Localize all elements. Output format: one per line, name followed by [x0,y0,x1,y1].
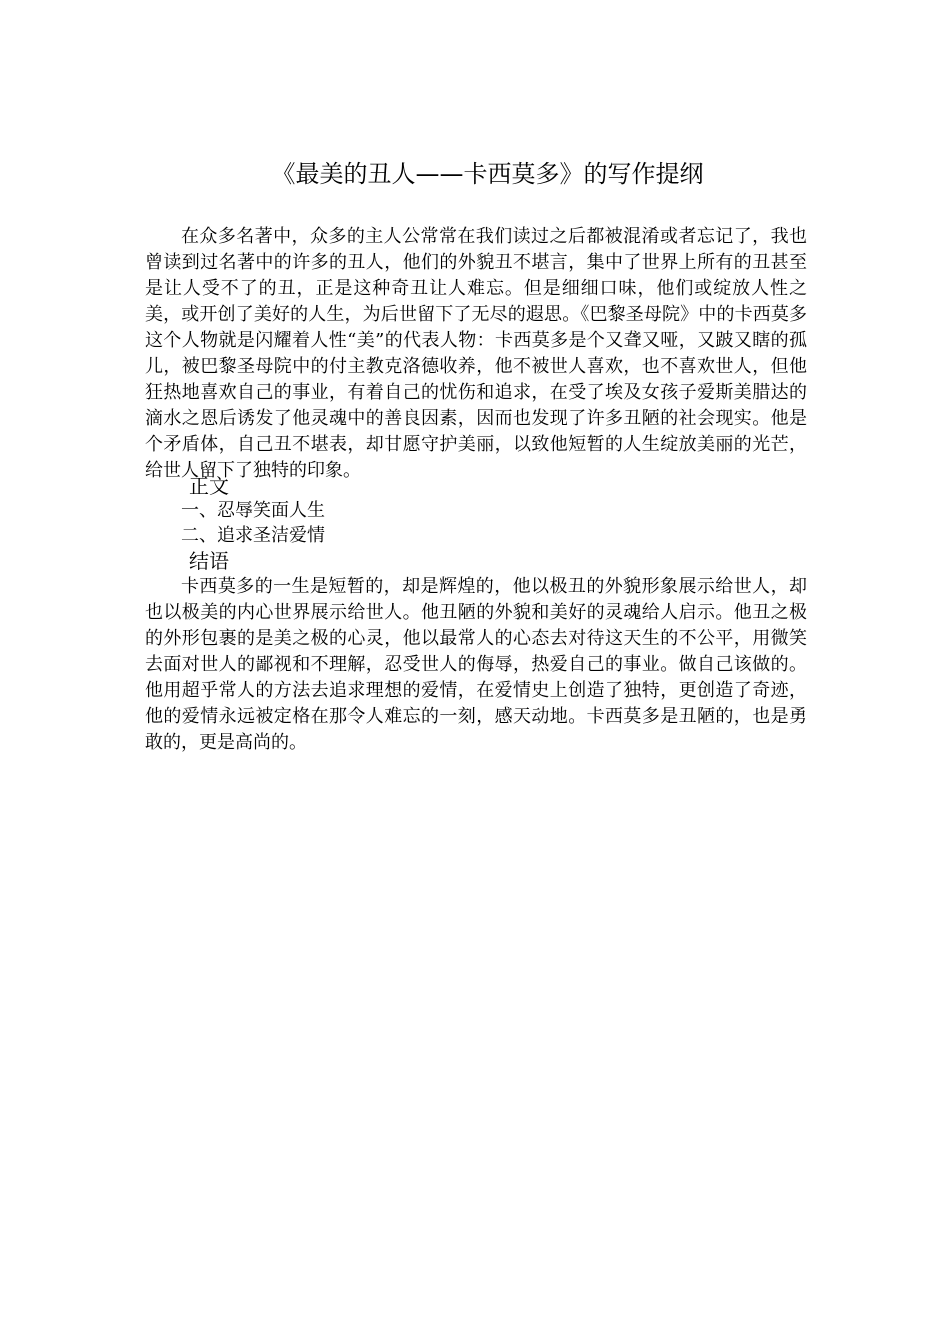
intro-paragraph: 在众多名著中，众多的主人公常常在我们读过之后都被混淆或者忘记了，我也曾读到过名著中的许多的丑人，他们的外貌丑不堪言，集中了世界上所有的丑甚至是让人受不了的丑，正是这种奇丑让人难忘。但是细细口味，他们或绽放人性之美，或开创了美好的人生，为后世留下了无尽的遐思。《巴黎圣母院》中的卡西莫多这个人物就是闪耀着人性“美”的代表人物：卡西莫多是个又聋又哑，又跛又瞎的孤儿，被巴黎圣母院中的付主教克洛德收养，他不被世人喜欢，也不喜欢世人，但他狂热地喜欢自己的事业，有着自己的忧伤和追求，在受了埃及女孩子爱斯美腊达的滴水之恩后诱发了他灵魂中的善良因素，因而也发现了许多丑陋的社会现实。他是个矛盾体，自己丑不堪表，却甘愿守护美丽，以致他短暂的人生绽放美丽的光芒，给世人留下了独特的印象。 [145,226,807,481]
conclusion-paragraph: 卡西莫多的一生是短暂的，却是辉煌的，他以极丑的外貌形象展示给世人，却也以极美的内心世界展示给世人。他丑陋的外貌和美好的灵魂给人启示。他丑之极的外形包裹的是美之极的心灵，他以最常人的心态去对待这天生的不公平，用微笑去面对世人的鄙视和不理解，忍受世人的侮辱，热爱自己的事业。做自己该做的。他用超乎常人的方法去追求理想的爱情，在爱情史上创造了独特，更创造了奇迹，他的爱情永远被定格在那令人难忘的一刻，感天动地。卡西莫多是丑陋的，也是勇敢的，更是高尚的。 [145,576,807,753]
body-heading: 正文 [189,474,229,498]
document-title: 《最美的丑人——卡西莫多》的写作提纲 [271,160,704,188]
conclusion-heading: 结语 [189,549,229,573]
outline-item-2: 二、追求圣洁爱情 [181,525,325,546]
intro-section [145,224,807,484]
conclusion-section [145,574,807,756]
outline-item-1: 一、忍辱笑面人生 [181,500,325,521]
